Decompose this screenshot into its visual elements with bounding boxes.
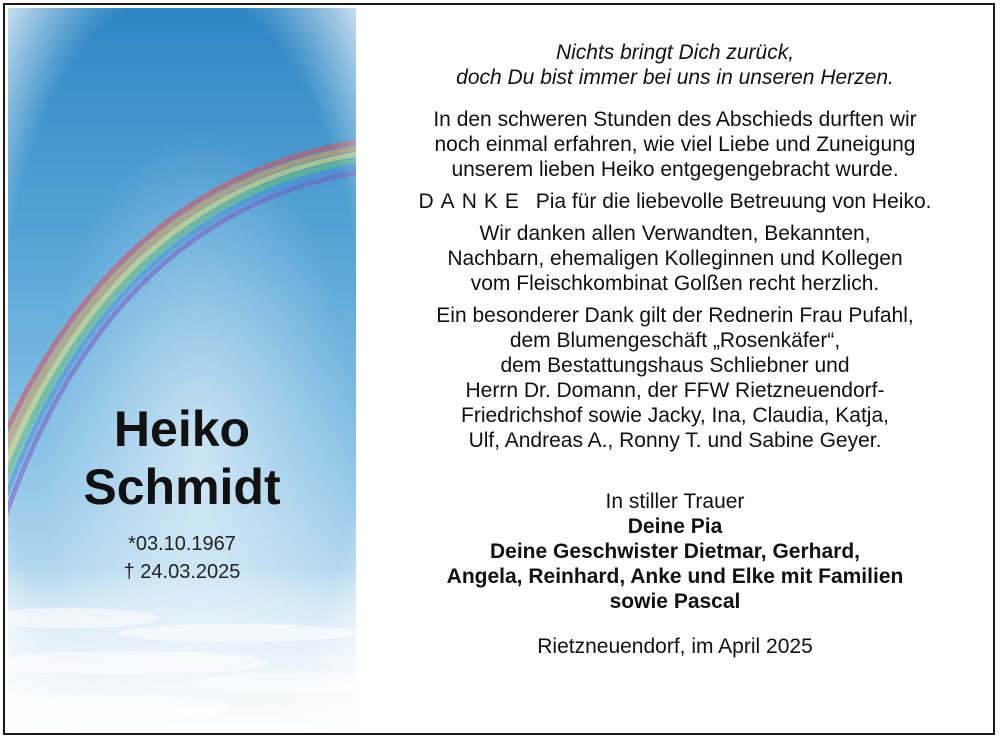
text-line: Ein besonderer Dank gilt der Rednerin Frau Pufahl, (436, 304, 914, 327)
text-line: vom Fleischkombinat Golßen recht herzlich. (470, 272, 880, 295)
text-line: Friedrichshof sowie Jacky, Ina, Claudia, Katja, (461, 404, 889, 427)
special-thanks-paragraph (360, 303, 990, 453)
quote-line: doch Du bist immer bei uns in unseren Herzen. (456, 66, 894, 89)
first-name: Heiko (113, 401, 251, 457)
notice-text (360, 40, 990, 659)
rainbow-sky-image (8, 8, 356, 732)
text-line: unserem lieben Heiko entgegengebracht wurde. (451, 158, 899, 181)
deceased-name (8, 400, 356, 516)
last-name: Schmidt (83, 459, 281, 515)
death-date: † 24.03.2025 (123, 561, 241, 583)
birth-date: *03.10.1967 (128, 533, 236, 555)
danke-word: DANKE (418, 190, 526, 213)
thanks-paragraph (360, 107, 990, 182)
place-date: Rietzneuendorf, im April 2025 (537, 635, 813, 658)
text-line: Nachbarn, ehemaligen Kolleginnen und Kollegen (447, 247, 903, 270)
danke-line (360, 189, 990, 214)
mourners-block (360, 489, 990, 614)
memorial-image-panel (8, 8, 356, 732)
mourning-intro: In stiller Trauer (605, 490, 745, 513)
danke-rest: Pia für die liebevolle Betreuung von Heiko. (535, 190, 932, 213)
mourner-line: Deine Geschwister Dietmar, Gerhard, (490, 540, 860, 563)
text-line: Herrn Dr. Domann, der FFW Rietzneuendorf- (465, 379, 885, 402)
text-line: Ulf, Andreas A., Ronny T. und Sabine Geyer. (468, 429, 882, 452)
mourner-line: Angela, Reinhard, Anke und Elke mit Familien (446, 565, 904, 588)
mourner-line: Deine Pia (627, 515, 723, 538)
text-line: dem Blumengeschäft „Rosenkäfer“, (509, 329, 841, 352)
mourner-line: sowie Pascal (609, 590, 741, 613)
text-line: dem Bestattungshaus Schliebner und (500, 354, 850, 377)
quote-line: Nichts bringt Dich zurück, (555, 41, 795, 64)
thanks-relatives-paragraph (360, 221, 990, 296)
text-line: noch einmal erfahren, wie viel Liebe und Zuneigung (434, 133, 916, 156)
life-dates (8, 530, 356, 586)
quote (360, 40, 990, 90)
text-line: Wir danken allen Verwandten, Bekannten, (479, 222, 871, 245)
text-line: In den schweren Stunden des Abschieds durften wir (433, 108, 917, 131)
